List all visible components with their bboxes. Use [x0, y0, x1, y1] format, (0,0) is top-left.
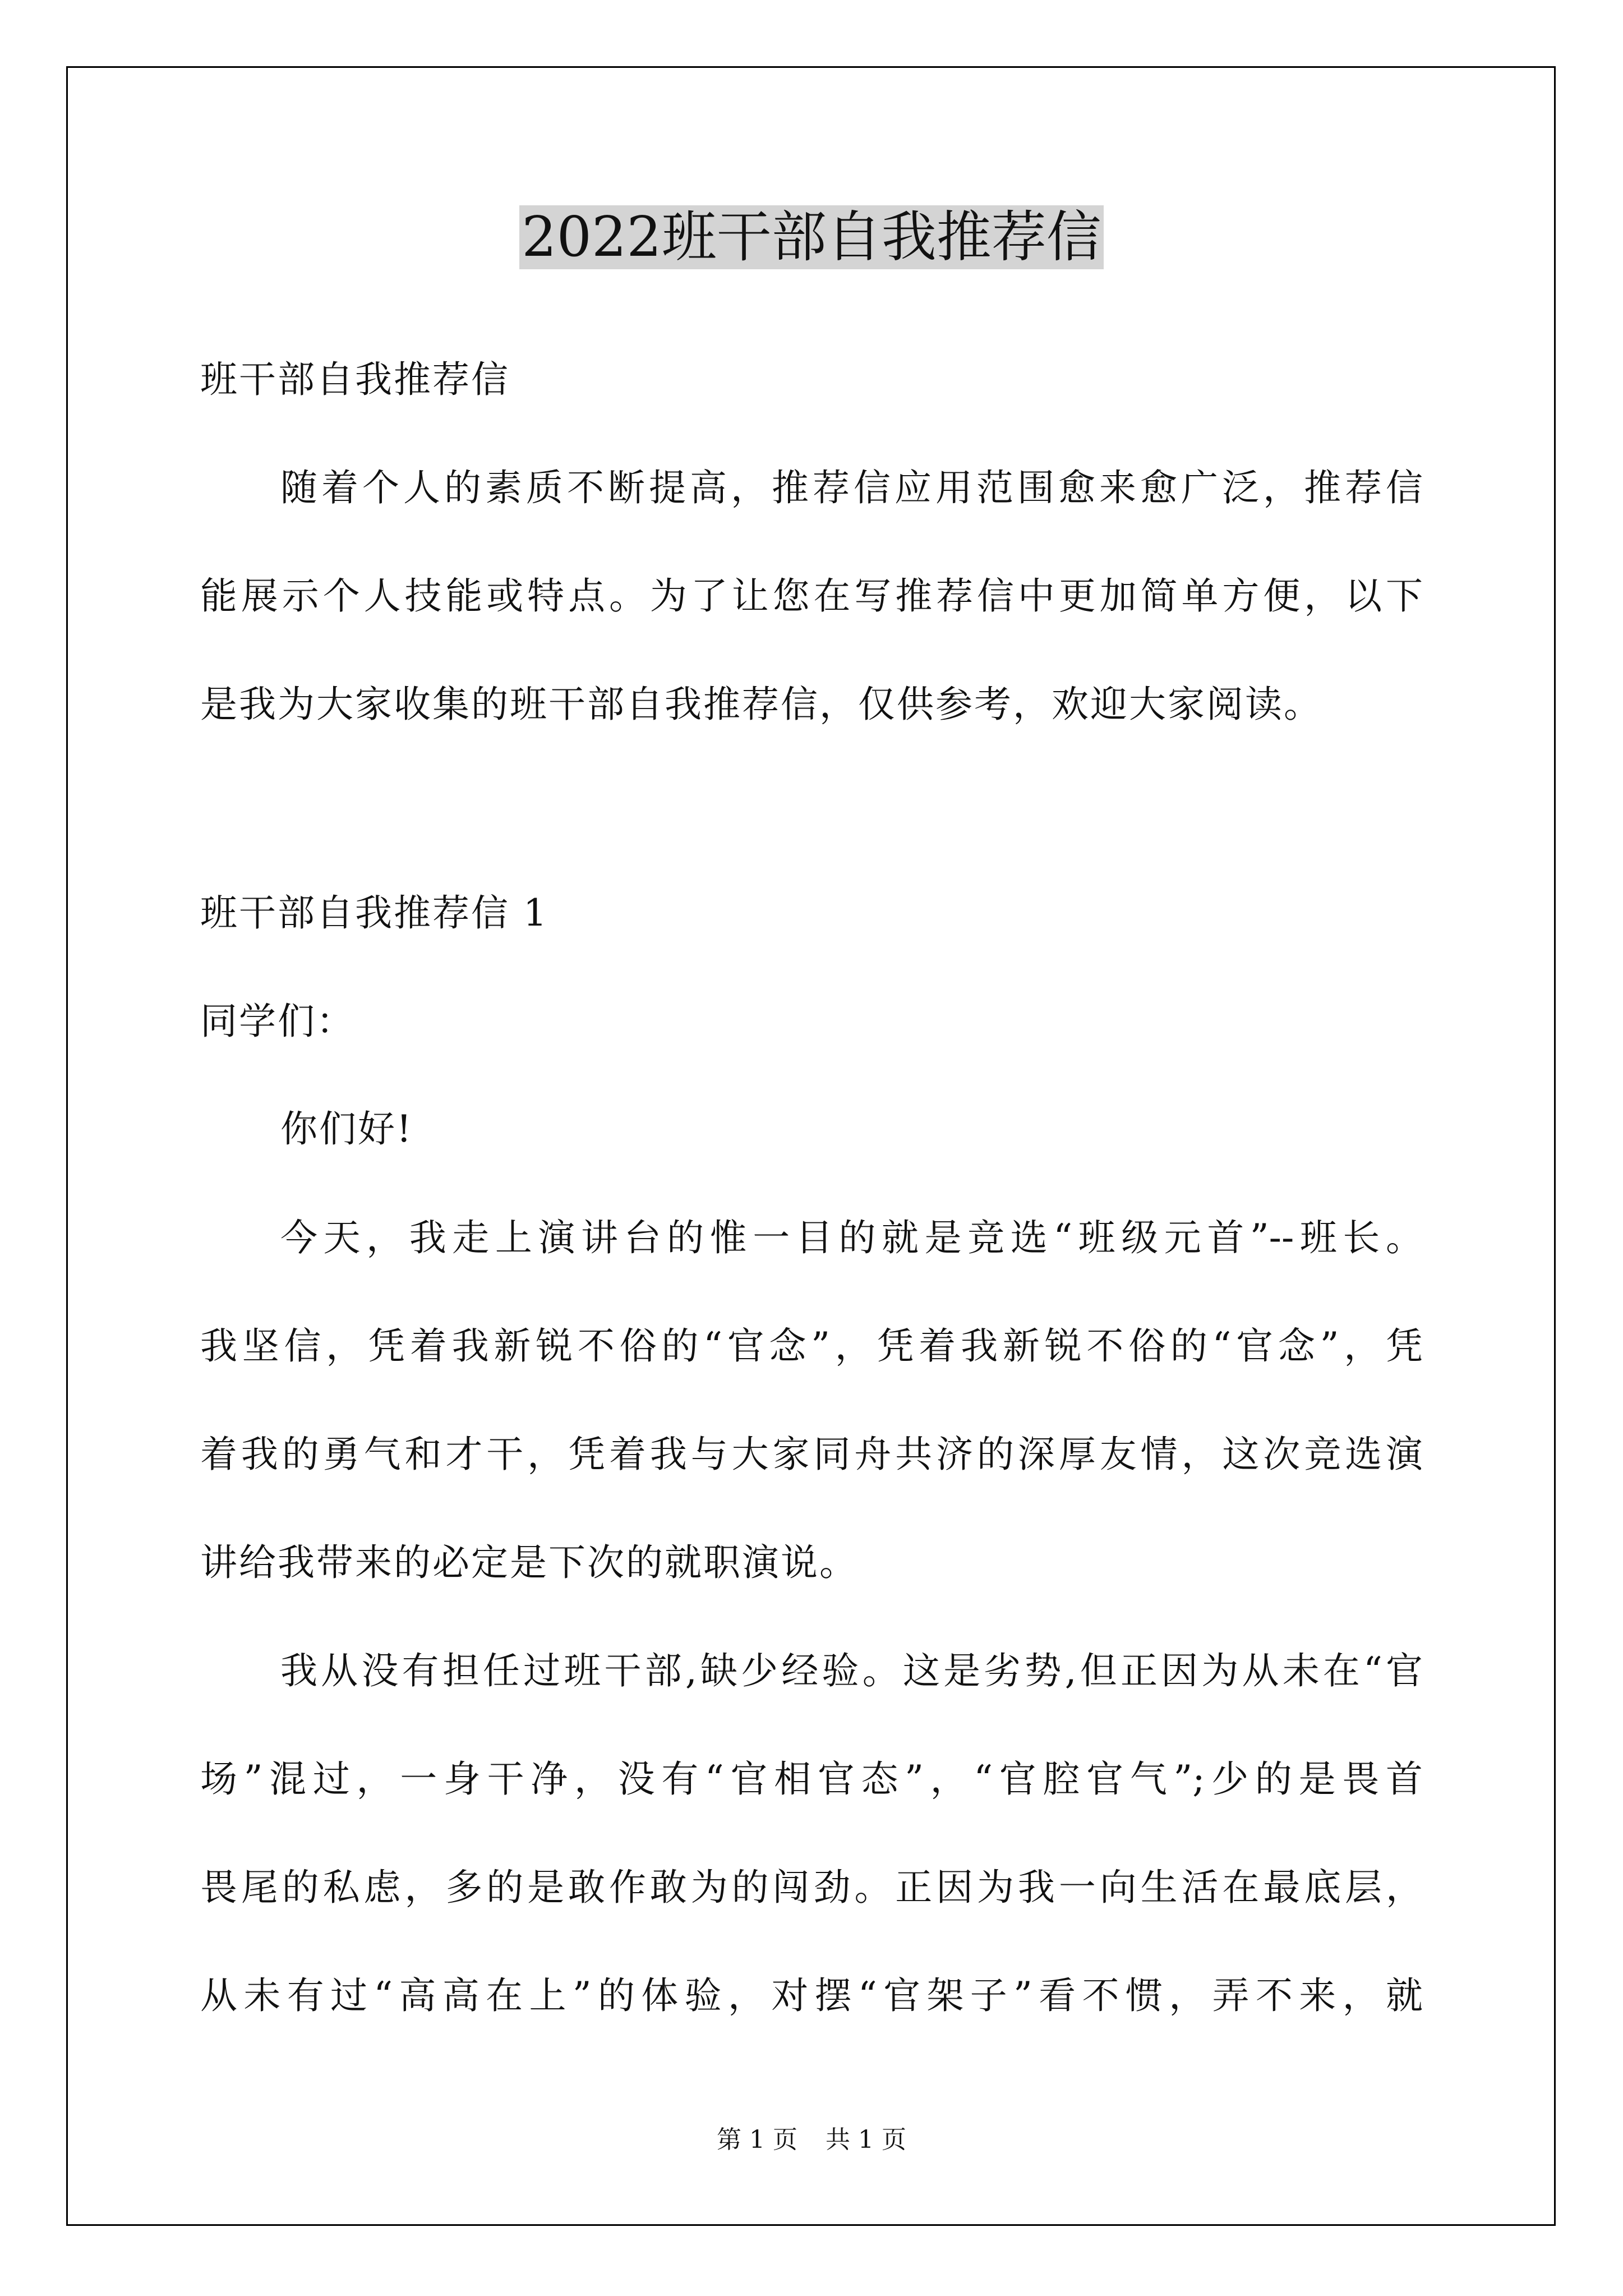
paragraph-line: 畏尾的私虑，多的是敢作敢为的闯劲。正因为我一向生活在最底层， [200, 1866, 1423, 1909]
paragraph-line: 我从没有担任过班干部,缺少经验。这是劣势,但正因为从未在“官 [280, 1649, 1423, 1692]
paragraph-line: 场”混过，一身干净，没有“官相官态”，“官腔官气”;少的是畏首 [200, 1757, 1423, 1801]
salutation: 同学们： [200, 1000, 355, 1043]
intro-line: 能展示个人技能或特点。为了让您在写推荐信中更加简单方便，以下 [200, 574, 1423, 618]
intro-line: 是我为大家收集的班干部自我推荐信，仅供参考，欢迎大家阅读。 [200, 683, 1322, 726]
paragraph-line: 我坚信，凭着我新锐不俗的“官念”，凭着我新锐不俗的“官念”，凭 [200, 1324, 1423, 1368]
page-number: 第 1 页 [717, 2125, 797, 2154]
paragraph-line: 从未有过“高高在上”的体验，对摆“官架子”看不惯，弄不来，就 [200, 1974, 1423, 2017]
paragraph-line: 讲给我带来的必定是下次的就职演说。 [200, 1541, 858, 1584]
paragraph-line: 今天，我走上演讲台的惟一目的就是竞选“班级元首”--班长。 [280, 1216, 1423, 1259]
greeting: 你们好! [280, 1107, 413, 1151]
page-footer [0, 2123, 1623, 2157]
document-title [0, 201, 1623, 274]
subtitle: 班干部自我推荐信 [200, 358, 510, 401]
page-total: 共 1 页 [826, 2125, 906, 2154]
intro-line: 随着个人的素质不断提高，推荐信应用范围愈来愈广泛，推荐信 [280, 466, 1423, 509]
paragraph-line: 着我的勇气和才干，凭着我与大家同舟共济的深厚友情，这次竞选演 [200, 1433, 1423, 1476]
document-title-text: 2022班干部自我推荐信 [519, 205, 1103, 269]
section-heading: 班干部自我推荐信 1 [200, 891, 548, 935]
